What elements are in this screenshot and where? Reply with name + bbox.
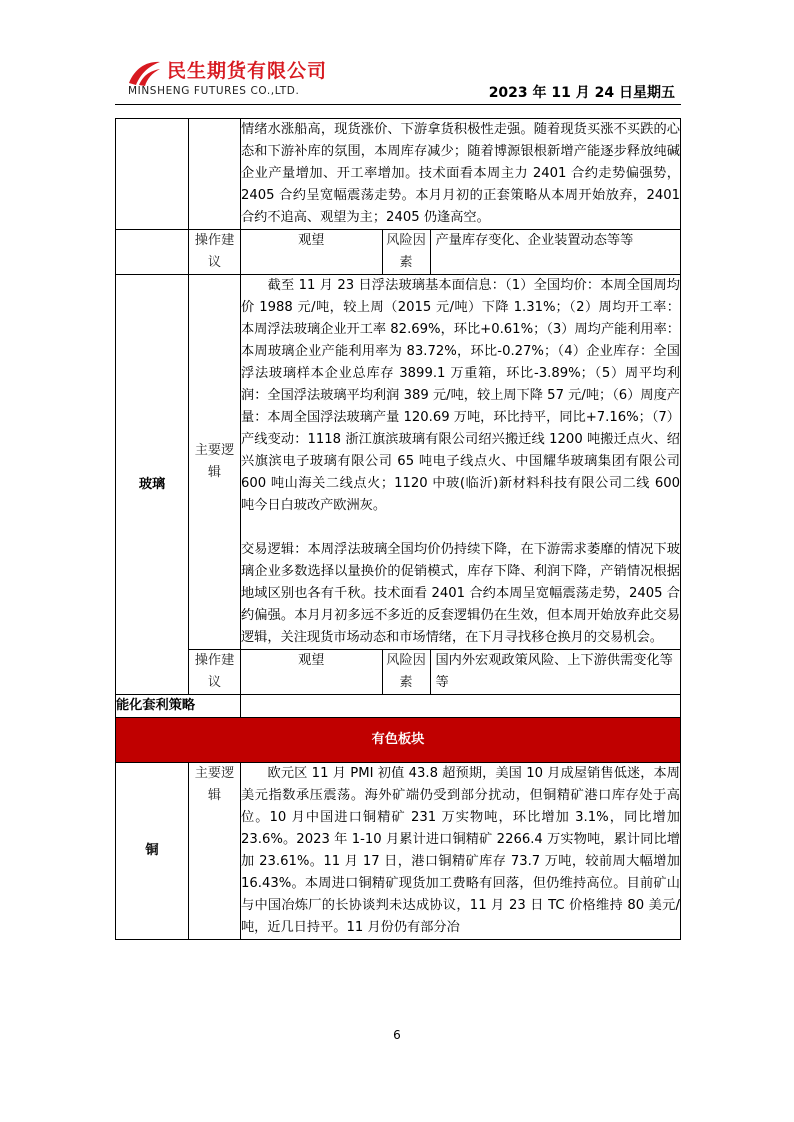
copper-logic-label: 主要逻辑 [189, 763, 241, 940]
section-header-row [116, 718, 681, 763]
company-logo [127, 56, 367, 102]
copper-logic-row [116, 763, 681, 940]
soda-ash-logic-row [116, 119, 681, 230]
op-label: 操作建议 [189, 230, 241, 275]
soda-ash-logic-text: 情绪水涨船高，现货涨价、下游拿货积极性走强。随着现货买涨不买跌的心态和下游补库的氛围，本周库存减少；随着博源银根新增产能逐步释放纯碱企业产量增加、开工率增加。技术面看本周主力 2401 合约走势偏强势，2405 合约呈宽幅震荡走势。本月月初的正套策略从本周开始放弃，2401 合约不追高、观望为主；2405 仍逢高空。 [241, 119, 681, 230]
page-number: 6 [393, 1028, 401, 1042]
strategy-row [116, 695, 681, 718]
glass-logic-row [116, 275, 681, 650]
risk-value: 国内外宏观政策风险、上下游供需变化等等 [430, 650, 680, 694]
op-label: 操作建议 [189, 650, 241, 695]
soda-ash-name-cell [116, 119, 189, 230]
glass-name: 玻璃 [116, 275, 189, 695]
risk-label: 风险因素 [382, 230, 430, 274]
glass-logic-para2: 交易逻辑：本周浮法玻璃全国均价仍持续下降，在下游需求萎靡的情况下玻璃企业多数选择以量换价的促销模式，库存下降、利润下降，产销情况根据地域区别也各有千秋。技术面看 2401 合约本周呈宽幅震荡走势，2405 合约偏强。本月月初多远不多近的反套逻辑仍在生效，但本周开始放弃此交易逻辑，关注现货市场动态和市场情绪，在下月寻找移仓换月的交易机会。 [241, 542, 680, 645]
header-rule [115, 104, 681, 105]
company-name-cn: 民生期货有限公司 [167, 60, 328, 82]
blank-line [241, 517, 680, 539]
strategy-table [115, 118, 681, 940]
report-date: 2023 年 11 月 24 日星期五 [488, 85, 675, 101]
company-name-en: MINSHENG FUTURES CO.,LTD. [128, 85, 300, 97]
copper-logic-text: 欧元区 11 月 PMI 初值 43.8 超预期，美国 10 月成屋销售低迷，本周美元指数承压震荡。海外矿端仍受到部分扰动，但铜精矿港口库存处于高位。10 月中国进口铜精矿 231 万实物吨，环比增加 3.1%，同比增加 23.6%。2023 年 1-10 月累计进口铜精矿 2266.4 万实物吨，累计同比增加 23.61%。11 月 17 日，港口铜精矿库存 73.7 万吨，较前周大幅增加 16.43%。本周进口铜精矿现货加工费略有回落，但仍维持高位。目前矿山与中国冶炼厂的长协谈判未达成协议，11 月 23 日 TC 价格维持 80 美元/吨，近几日持平。11 月份仍有部分冶 [241, 763, 681, 940]
soda-ash-op-row [116, 230, 681, 275]
risk-value: 产量库存变化、企业装置动态等等 [430, 230, 680, 274]
glass-logic-label: 主要逻辑 [189, 275, 241, 650]
risk-label: 风险因素 [382, 650, 430, 694]
op-value: 观望 [298, 653, 325, 668]
strategy-label: 能化套利策略 [116, 695, 241, 718]
section-title: 有色板块 [116, 718, 681, 763]
soda-ash-label-cell [189, 119, 241, 230]
op-value: 观望 [298, 233, 325, 248]
logo-swoosh-icon [127, 58, 161, 88]
glass-op-row [116, 650, 681, 695]
glass-logic-para1: 截至 11 月 23 日浮法玻璃基本面信息：（1）全国均价：本周全国周均价 1988 元/吨，较上周（2015 元/吨）下降 1.31%；（2）周均开工率：本周浮法玻璃企业开工率 82.69%，环比+0.61%；（3）周均产能利用率：本周玻璃企业产能利用率为 83.72%，环比-0.27%；（4）企业库存：全国浮法玻璃样本企业总库存 3899.1 万重箱，环比-3.89%；（5）周平均利润：全国浮法玻璃平均利润 389 元/吨，较上周下降 57 元/吨；（6）周度产量：本周全国浮法玻璃产量 120.69 万吨，环比持平，同比+7.16%；（7）产线变动：1118 浙江旗滨玻璃有限公司绍兴搬迁线 1200 吨搬迁点火、绍兴旗滨电子玻璃有限公司 65 吨电子线点火、中国耀华玻璃集团有限公司 600 吨山海关二线点火；1120 中玻(临沂)新材料科技有限公司二线 600 吨今日白玻改产欧洲灰。 [241, 278, 680, 513]
copper-name: 铜 [116, 763, 189, 940]
